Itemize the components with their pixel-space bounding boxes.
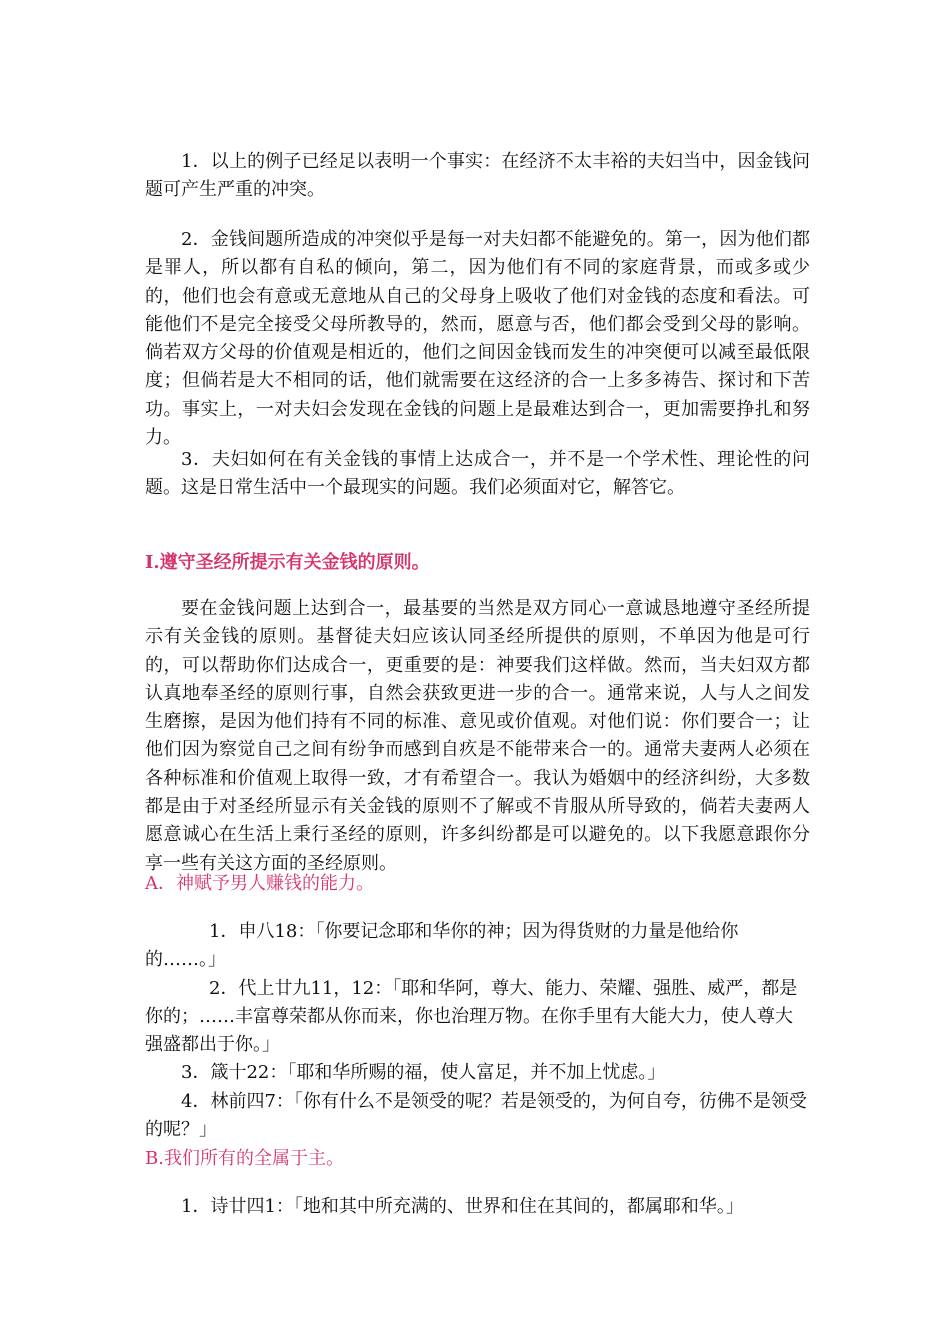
- verse-a-2: 2．代上廿九11，12：「耶和华阿，尊大、能力、荣耀、强胜、威严，都是你的；……丰富尊荣都从你而来，你也治理万物。在你手里有大能大力，使人尊大强盛都出于你。」: [145, 977, 798, 1056]
- verse-a-4: 4．林前四7：「你有什么不是领受的呢？若是领受的，为何自夸，彷佛不是领受的呢？」: [145, 1090, 807, 1141]
- subsection-a-verses: [145, 918, 810, 1144]
- subsection-b-verses: [145, 1193, 810, 1221]
- subsection-a-heading: A．神赋予男人赚钱的能力。: [145, 873, 374, 894]
- verse-a-1: 1．申八18：「你要记念耶和华你的神；因为得货财的力量是他给你的……。」: [145, 921, 739, 971]
- section-1-body: 要在金钱问题上达到合一，最基要的当然是双方同心一意诚恳地遵守圣经所提示有关金钱的原则。基督徒夫妇应该认同圣经所提供的原则，不单因为他是可行的，可以帮助你们达成合一，更重要的是：神要我们这样做。然而，当夫妇双方都认真地奉圣经的原则行事，自然会获致更进一步的合一。通常来说，人与人之间发生磨擦，是因为他们持有不同的标准、意见或价值观。对他们说：你们要合一；让他们因为察觉自己之间有纷争而感到自疚是不能带来合一的。通常夫妻两人必须在各种标准和价值观上取得一致，才有希望合一。我认为婚姻中的经济纠纷，大多数都是由于对圣经所显示有关金钱的原则不了解或不肯服从所导致的，倘若夫妻两人愿意诚心在生活上秉行圣经的原则，许多纠纷都是可以避免的。以下我愿意跟你分享一些有关这方面的圣经原则。: [145, 598, 810, 874]
- section-1-heading: I.遵守圣经所提示有关金钱的原则。: [145, 552, 430, 573]
- intro-paragraph-3: 3．夫妇如何在有关金钱的事情上达成合一，并不是一个学术性、理论性的问题。这是日常生活中一个最现实的问题。我们必须面对它，解答它。: [145, 449, 810, 499]
- intro-paragraph-2: 2．金钱间题所造成的冲突似乎是每一对夫妇都不能避免的。第一，因为他们都是罪人，所以都有自私的倾向，第二，因为他们有不同的家庭背景，而或多或少的，他们也会有意或无意地从自己的父母身上吸收了他们对金钱的态度和看法。可能他们不是完全接受父母所教导的，然而，愿意与否，他们都会受到父母的影响。倘若双方父母的价值观是相近的，他们之间因金钱而发生的冲突便可以减至最低限度；但倘若是大不相同的话，他们就需要在这经济的合一上多多祷告、探讨和下苦功。事实上，一对夫妇会发现在金钱的问题上是最难达到合一，更加需要挣扎和努力。: [145, 229, 810, 449]
- intro-paragraph-1: 1．以上的例子已经足以表明一个事实：在经济不太丰裕的夫妇当中，因金钱问题可产生严重的冲突。: [145, 151, 810, 201]
- verse-a-3: 3．箴十22：「耶和华所赐的福，使人富足，并不加上忧虑。」: [181, 1062, 666, 1084]
- verse-b-1: 1．诗廿四1：「地和其中所充满的、世界和住在其间的，都属耶和华。」: [181, 1196, 744, 1217]
- subsection-b-heading: B.我们所有的全属于主。: [145, 1148, 344, 1169]
